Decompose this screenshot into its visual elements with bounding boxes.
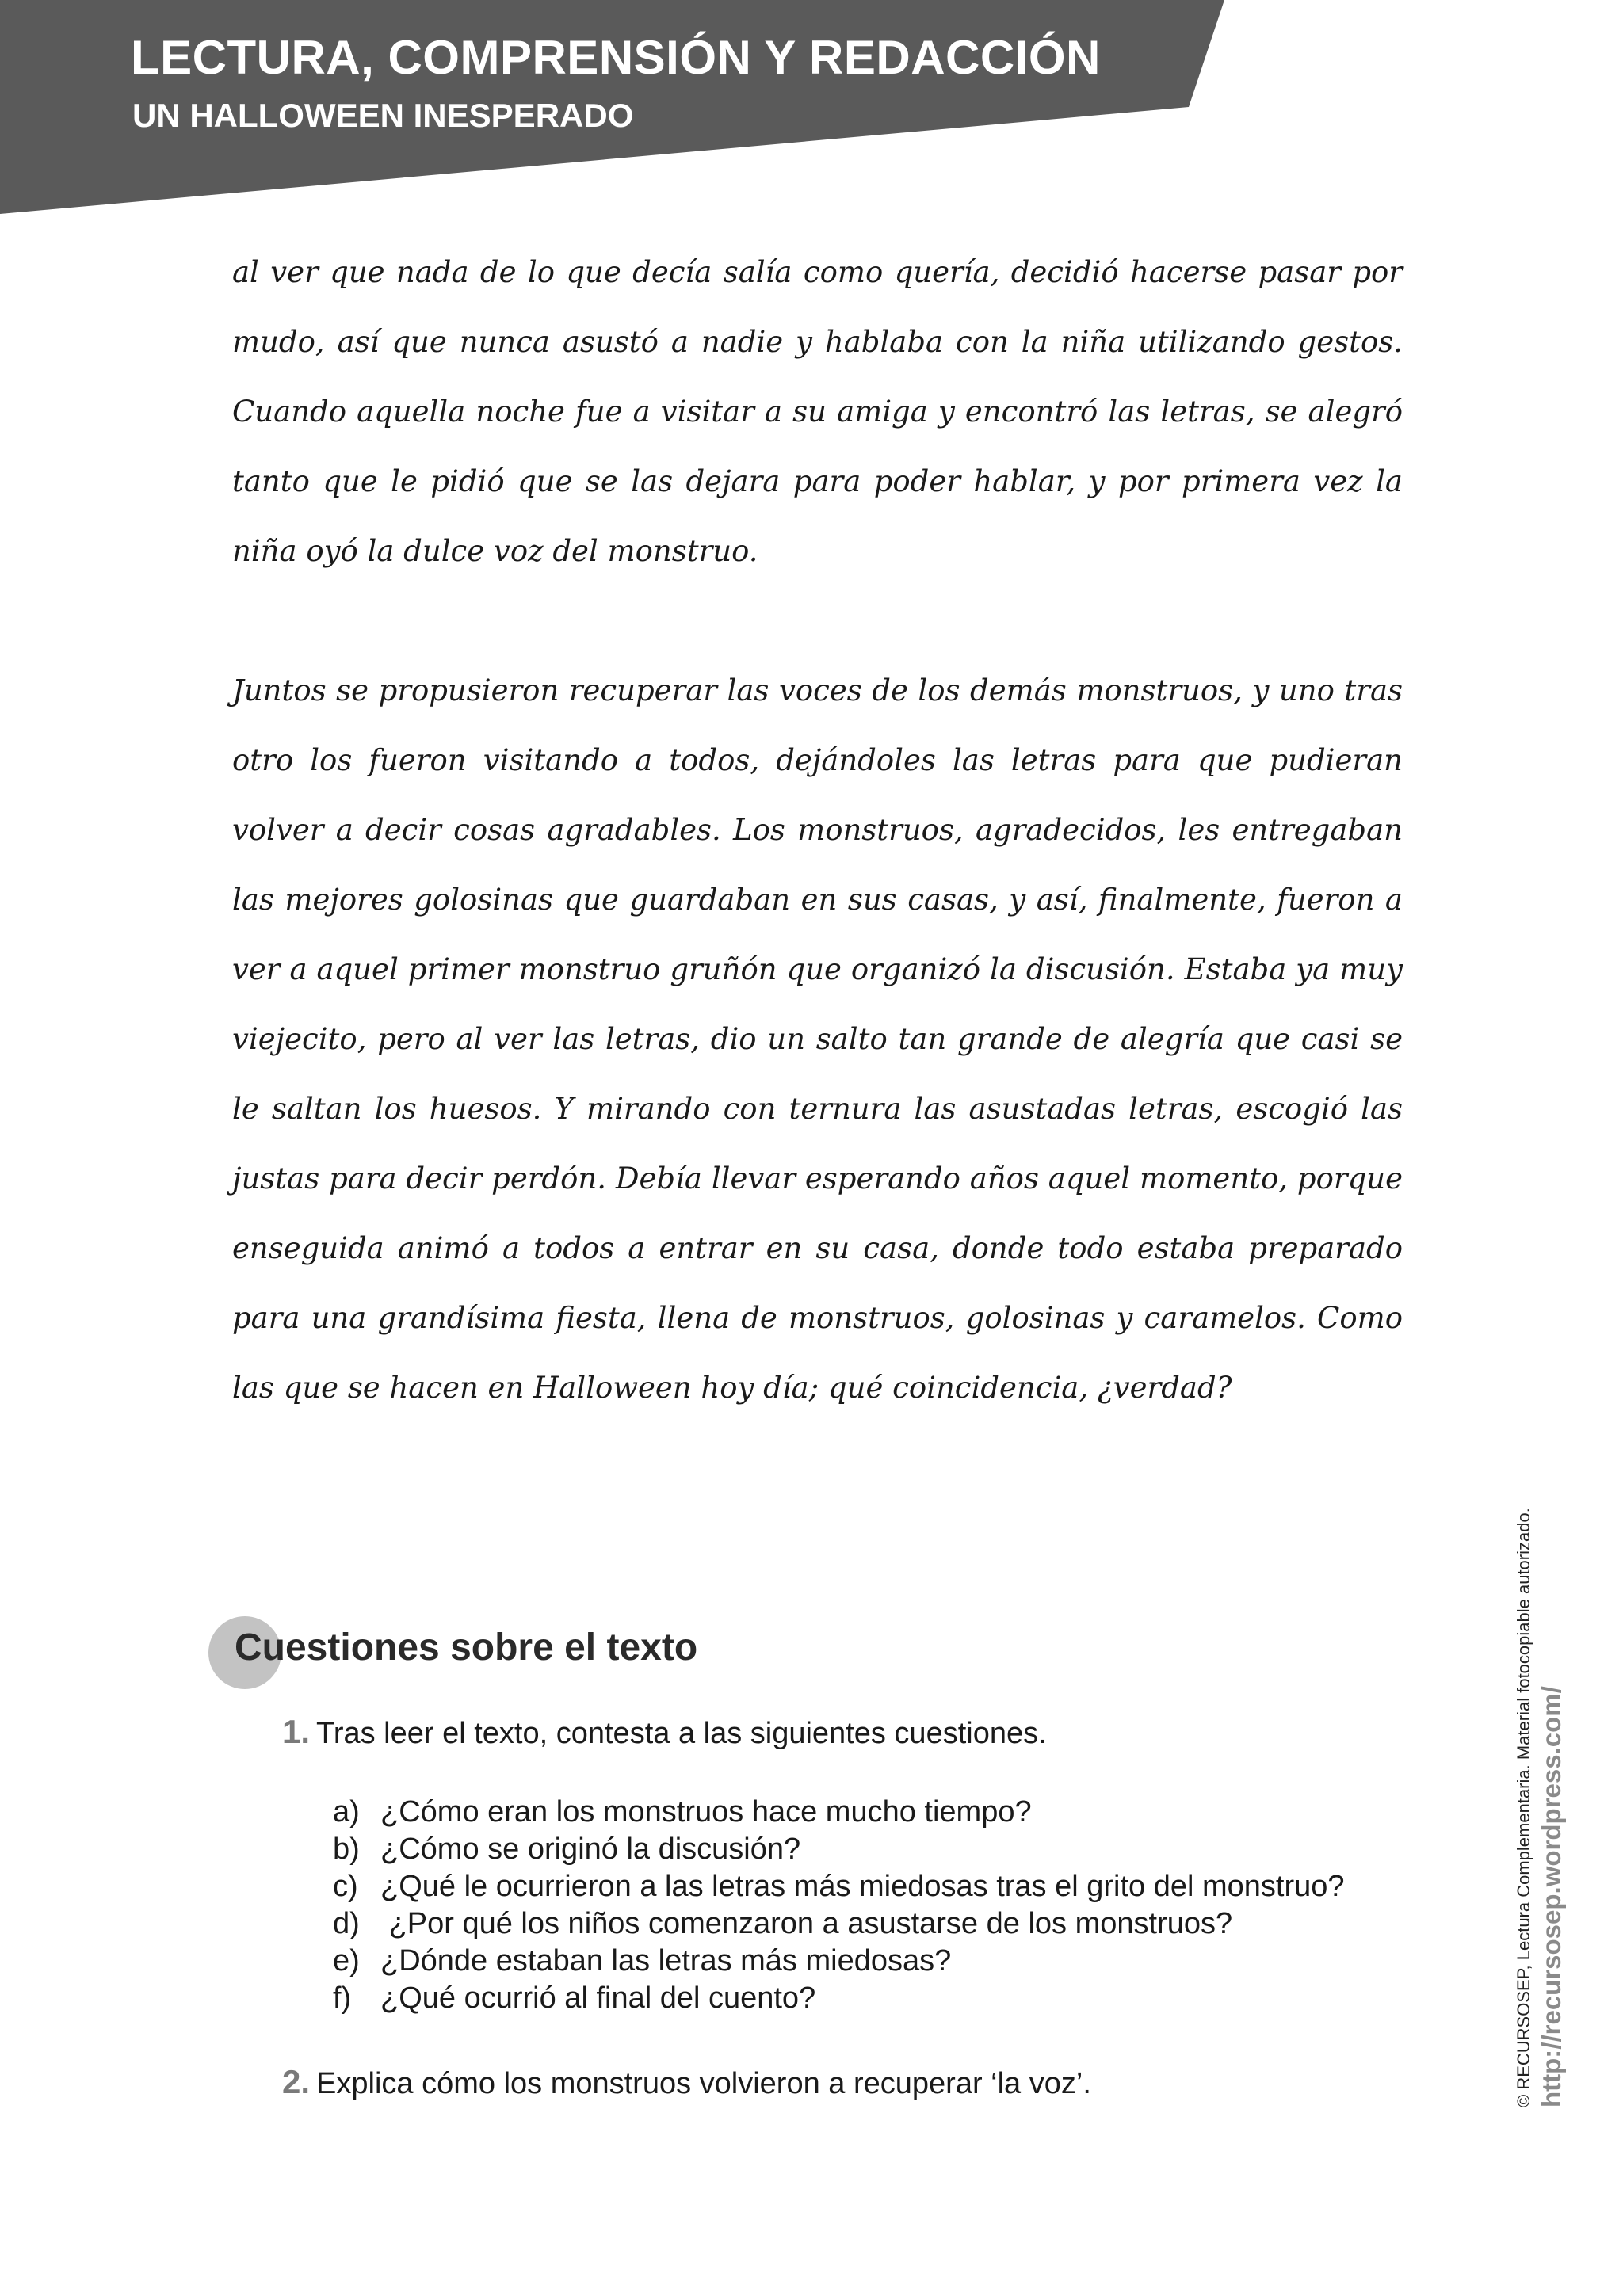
list-item-text: ¿Dónde estaban las letras más miedosas?	[380, 1944, 952, 1978]
sub-question-list	[333, 1794, 1345, 2017]
copyright-text: © RECURSOSEP, Lectura Complementaria. Material fotocopiable autorizado.	[1514, 1508, 1533, 2107]
list-item	[333, 1831, 1345, 1868]
story-text	[232, 238, 1403, 1423]
list-item-letter: f)	[333, 1981, 352, 2015]
list-item	[333, 1943, 1345, 1980]
header-banner	[0, 0, 1224, 214]
list-item-letter: a)	[333, 1795, 360, 1829]
list-item-text: ¿Cómo eran los monstruos hace mucho tiempo?	[380, 1795, 1032, 1829]
section-heading	[208, 1616, 1001, 1689]
story-paragraph: Juntos se propusieron recuperar las voces de los demás monstruos, y uno tras otro los fueron visitando a todos, dejándoles las letras para que pudieran volver a decir cosas agradables. Los monstruos, agradecidos, les entregaban las mejores golosinas que guardaban en sus casas, y así, finalmente, fueron a ver a aquel primer monstruo gruñón que organizó la discusión. Estaba ya muy viejecito, pero al ver las letras, dio un salto tan grande de alegría que casi se le saltan los huesos. Y mirando con ternura las asustadas letras, escogió las justas para decir perdón. Debía llevar esperando años aquel momento, porque enseguida animó a todos a entrar en su casa, donde todo estaba preparado para una grandísima fiesta, llena de monstruos, golosinas y caramelos. Como las que se hacen en Halloween hoy día; qué coincidencia, ¿verdad?	[232, 673, 1403, 1405]
list-item-text: ¿Qué ocurrió al final del cuento?	[380, 1981, 816, 2015]
story-paragraph: al ver que nada de lo que decía salía como quería, decidió hacerse pasar por mudo, así que nunca asustó a nadie y hablaba con la niña utilizando gestos. Cuando aquella noche fue a visitar a su amiga y encontró las letras, se alegró tanto que le pidió que se las dejara para poder hablar, y por primera vez la niña oyó la dulce voz del monstruo.	[232, 255, 1403, 568]
list-item-text: ¿Por qué los niños comenzaron a asustarse de los monstruos?	[380, 1907, 1233, 1940]
list-item-text: ¿Cómo se originó la discusión?	[380, 1833, 801, 1866]
question-text: Explica cómo los monstruos volvieron a recuperar ‘la voz’.	[316, 2067, 1091, 2100]
list-item-letter: b)	[333, 1833, 360, 1866]
question-1	[282, 1713, 1047, 1751]
question-number: 1.	[282, 1713, 311, 1750]
list-item-letter: e)	[333, 1944, 360, 1978]
question-2	[282, 2063, 1091, 2101]
list-item-text: ¿Qué le ocurrieron a las letras más miedosas tras el grito del monstruo?	[380, 1870, 1345, 1903]
page-title: LECTURA, COMPRENSIÓN Y REDACCIÓN	[131, 31, 1101, 84]
question-number: 2.	[282, 2063, 311, 2100]
list-item	[333, 1905, 1345, 1943]
list-item	[333, 1868, 1345, 1905]
page-subtitle: UN HALLOWEEN INESPERADO	[132, 97, 634, 134]
list-item-letter: d)	[333, 1907, 360, 1940]
side-copyright-note	[1512, 1474, 1568, 2107]
website-link[interactable]: http://recursosep.wordpress.com/	[1537, 1686, 1566, 2107]
question-text: Tras leer el texto, contesta a las siguientes cuestiones.	[316, 1717, 1047, 1750]
list-item-letter: c)	[333, 1870, 358, 1903]
list-item	[333, 1980, 1345, 2017]
list-item	[333, 1794, 1345, 1831]
section-title: Cuestiones sobre el texto	[235, 1627, 698, 1669]
